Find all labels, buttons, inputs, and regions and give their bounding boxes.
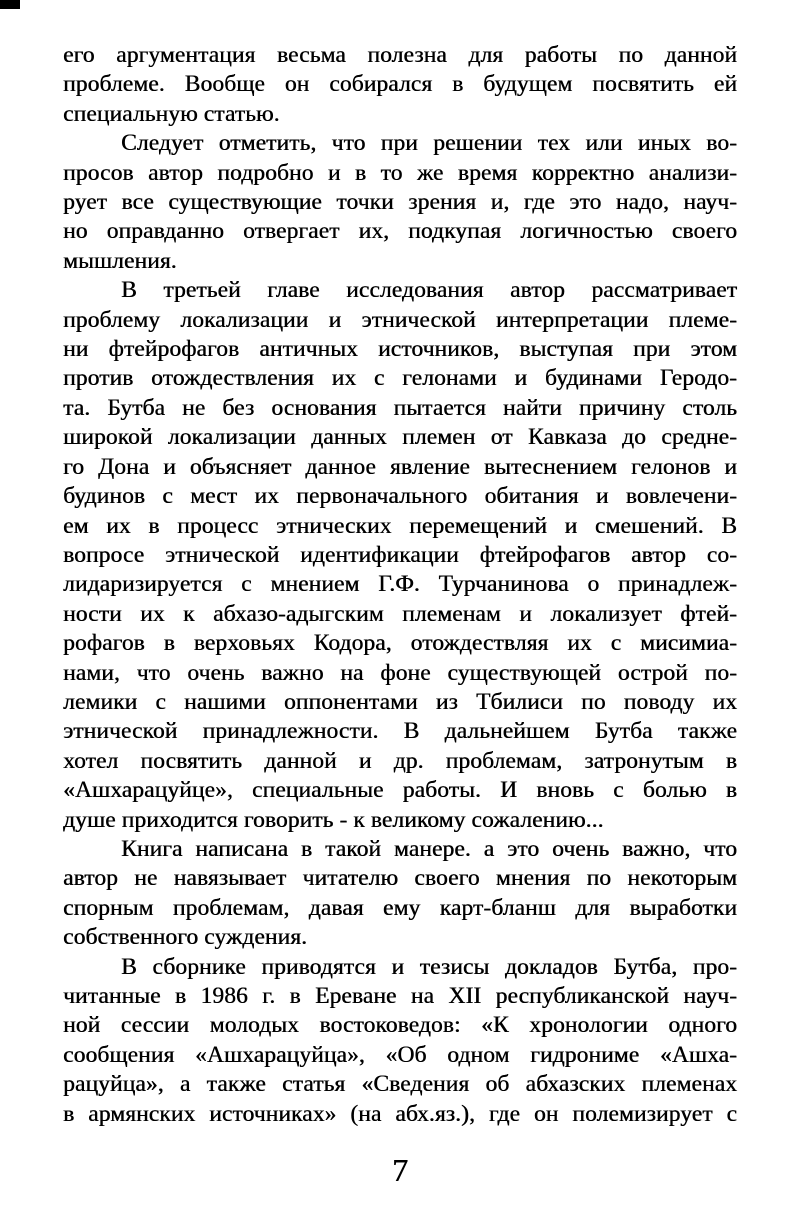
text-line: рацуйца», а также статья «Сведения об абхазских племенах <box>63 1071 737 1098</box>
text-line: В третьей главе исследования автор рассматривает <box>121 277 737 304</box>
text-line: ем их в процесс этнических перемещений и смешений. В <box>63 512 737 539</box>
text-line: ной сессии молодых востоковедов: «К хронологии одного <box>63 1012 737 1039</box>
text-line: спорным проблемам, давая ему карт-бланш для выработки <box>63 894 737 921</box>
text-line: «Ашхарацуйце», специальные работы. И вновь с болью в <box>63 777 737 804</box>
text-line: нами, что очень важно на фоне существующей острой по- <box>63 659 737 686</box>
text-line: Книга написана в такой манере. а это очень важно, что <box>121 835 737 862</box>
text-line: хотел посвятить данной и др. проблемам, затронутым в <box>63 747 737 774</box>
text-line: ности их к абхазо-адыгским племенам и локализует фтей- <box>63 600 737 627</box>
text-line: вопросе этнической идентификации фтейрофагов автор со- <box>63 541 737 568</box>
text-line: рофагов в верховьях Кодора, отождествляя их с мисимиа- <box>63 630 737 657</box>
scan-artifact <box>0 0 20 9</box>
text-line: специальную статью. <box>63 100 280 127</box>
text-line: проблему локализации и этнической интерпретации племе- <box>63 306 737 333</box>
text-line: автор не навязывает читателю своего мнения по некоторым <box>63 865 737 892</box>
text-line: будинов с мест их первоначального обитания и вовлечени- <box>63 483 737 510</box>
text-line: проблеме. Вообще он собирался в будущем посвятить ей <box>63 71 737 98</box>
text-line: широкой локализации данных племен от Кавказа до средне- <box>63 424 737 451</box>
text-line: собственного суждения. <box>63 924 308 951</box>
text-line: Следует отметить, что при решении тех или иных во- <box>121 130 737 157</box>
text-line: В сборнике приводятся и тезисы докладов Бутба, про- <box>121 953 737 980</box>
text-line: просов автор подробно и в то же время корректно анализи- <box>63 159 737 186</box>
text-line: ни фтейрофагов античных источников, выступая при этом <box>63 336 737 363</box>
text-line: но оправданно отвергает их, подкупая логичностью своего <box>63 218 737 245</box>
text-line: душе приходится говорить - к великому сожалению... <box>63 806 604 833</box>
text-line: лидаризируется с мнением Г.Ф. Турчанинова о принадлеж- <box>63 571 737 598</box>
text-line: лемики с нашими оппонентами из Тбилиси по поводу их <box>63 688 737 715</box>
text-line: в армянских источниках» (на абх.яз.), где он полемизирует с <box>63 1100 737 1127</box>
text-line: этнической принадлежности. В дальнейшем Бутба также <box>63 718 737 745</box>
text-line: читанные в 1986 г. в Ереване на XII республиканской науч- <box>63 983 737 1009</box>
text-line: мышления. <box>63 247 177 274</box>
text-line: рует все существующие точки зрения и, где это надо, науч- <box>63 189 737 216</box>
text-line: сообщения «Ашхарацуйца», «Об одном гидрониме «Ашха- <box>63 1041 737 1068</box>
text-line: го Дона и объясняет данное явление вытеснением гелонов и <box>63 453 737 480</box>
page-number: 7 <box>392 1152 408 1188</box>
text-line: против отождествления их с гелонами и будинами Геродо- <box>63 365 737 392</box>
page-text <box>63 41 737 1129</box>
text-line: та. Бутба не без основания пытается найти причину столь <box>63 394 737 421</box>
text-line: его аргументация весьма полезна для работы по данной <box>63 42 737 68</box>
